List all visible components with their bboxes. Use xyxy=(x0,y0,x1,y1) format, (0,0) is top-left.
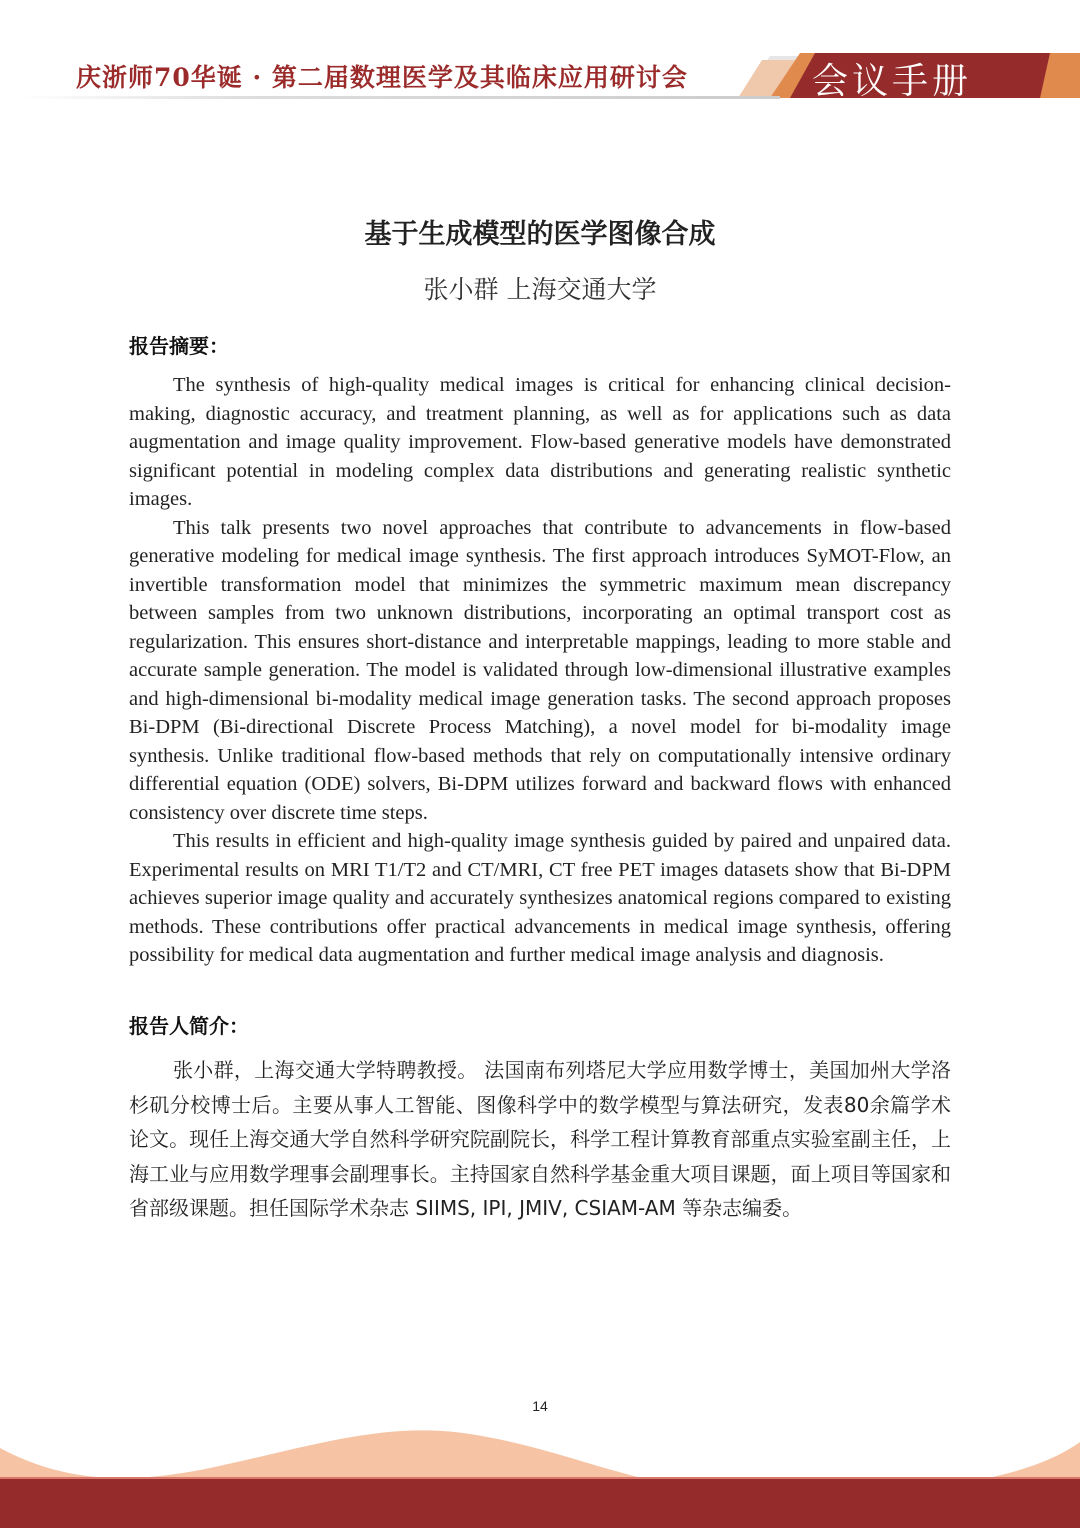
abstract-body xyxy=(129,371,951,970)
bio-text: 张小群，上海交通大学特聘教授。 法国南布列塔尼大学应用数学博士，美国加州大学洛杉矶分校博士后。主要从事人工智能、图像科学中的数学模型与算法研究，发表80余篇学术论文。现任上海交通大学自然科学研究院副院长，科学工程计算教育部重点实验室副主任，上海工业与应用数学理事会副理事长。主持国家自然科学基金重大项目课题，面上项目等国家和省部级课题。担任国际学术杂志 SIIMS, IPI, JMIV, CSIAM-AM 等杂志编委。 xyxy=(129,1058,951,1220)
author-line: 张小群 上海交通大学 xyxy=(423,275,657,304)
footer-wave xyxy=(0,1400,1080,1528)
talk-title: 基于生成模型的医学图像合成 xyxy=(364,219,716,250)
abstract-paragraph: This results in efficient and high-quality image synthesis guided by paired and unpaired data. Experimental results on MRI T1/T2 and CT/MRI, CT free PET images datasets show that Bi-DPM achieves superior image quality and accurately synthesizes anatomical regions compared to existing methods. These contributions offer practical advancements in medical image synthesis, offering possibility for medical data augmentation and further medical image analysis and diagnosis. xyxy=(129,830,951,966)
abstract-paragraph: This talk presents two novel approaches that contribute to advancements in flow-based generative modeling for medical image synthesis. The first approach introduces SyMOT-Flow, an invertible transformation model that minimizes the symmetric maximum mean discrepancy between samples from two unknown distributions, incorporating an optimal transport cost as regularization. This ensures short-distance and interpretable mappings, leading to more stable and accurate sample generation. The model is validated through low-dimensional illustrative examples and high-dimensional bi-modality medical image generation tasks. The second approach proposes Bi-DPM (Bi-directional Discrete Process Matching), a novel model for bi-modality image synthesis. Unlike traditional flow-based methods that rely on computationally intensive ordinary differential equation (ODE) solvers, Bi-DPM utilizes forward and backward flows with enhanced consistency over discrete time steps. xyxy=(129,516,951,824)
abstract-paragraph: The synthesis of high-quality medical images is critical for enhancing clinical decision-making, diagnostic accuracy, and treatment planning, as well as for applications such as data augmentation and image quality improvement. Flow-based generative models have demonstrated significant potential in modeling complex data distributions and generating realistic synthetic images. xyxy=(129,374,951,510)
conference-title: 庆浙师70华诞 · 第二届数理医学及其临床应用研讨会 xyxy=(76,63,688,92)
handbook-badge: 会议手册 xyxy=(812,61,973,102)
abstract-heading: 报告摘要： xyxy=(129,334,229,358)
bio-heading: 报告人简介： xyxy=(129,1014,249,1038)
page-number: 14 xyxy=(532,1398,548,1414)
header-divider xyxy=(20,96,780,99)
